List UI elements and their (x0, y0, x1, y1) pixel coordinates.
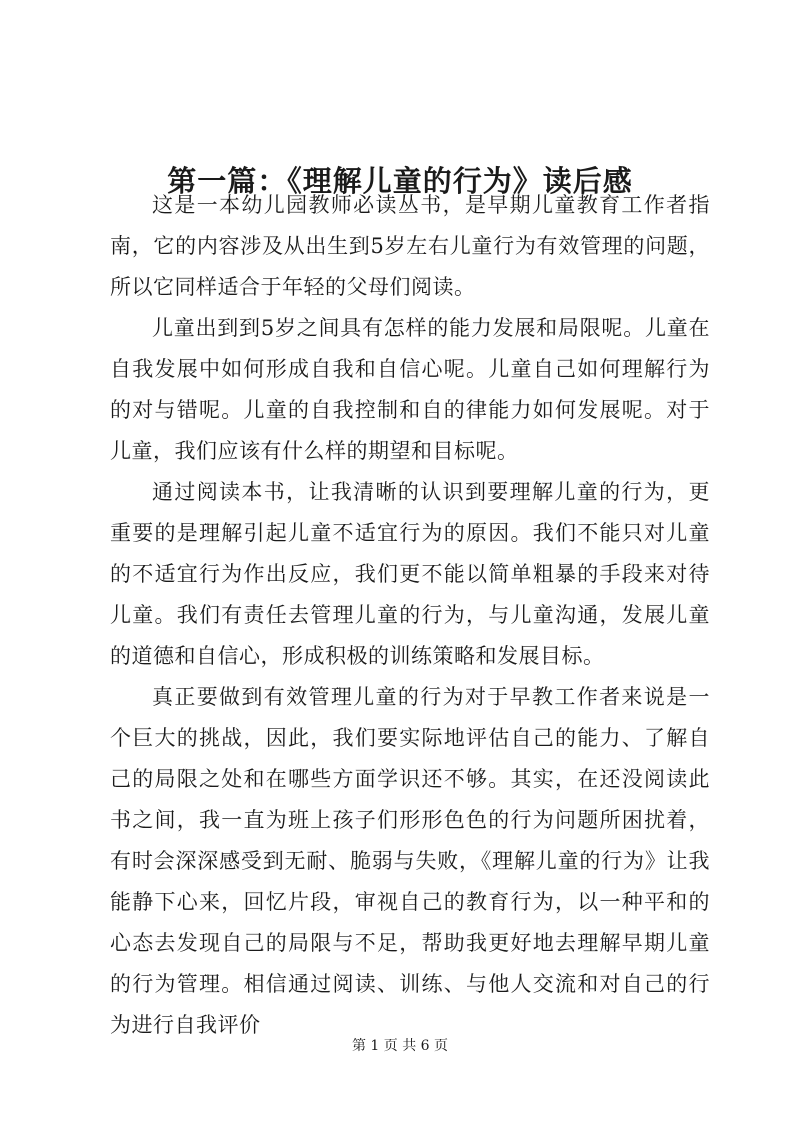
paragraph-3: 通过阅读本书，让我清晰的认识到要理解儿童的行为，更重要的是理解引起儿童不适宜行为的原因。我们不能只对儿童的不适宜行为作出反应，我们更不能以简单粗暴的手段来对待儿童。我们有责任去管理儿童的行为，与儿童沟通，发展儿童的道德和自信心，形成积极的训练策略和发展目标。 (110, 480, 710, 668)
paragraph-2: 儿童出到到5岁之间具有怎样的能力发展和局限呢。儿童在自我发展中如何形成自我和自信心呢。儿童自己如何理解行为的对与错呢。儿童的自我控制和自的律能力如何发展呢。对于儿童，我们应该有什么样的期望和目标呢。 (110, 316, 710, 463)
document-title: 第一篇：《理解儿童的行为》读后感 (167, 164, 633, 199)
paragraph-4: 真正要做到有效管理儿童的行为对于早教工作者来说是一个巨大的挑战，因此，我们要实际地评估自己的能力、了解自己的局限之处和在哪些方面学识还不够。其实，在还没阅读此书之间，我一直为班上孩子们形形色色的行为问题所困扰着，有时会深深感受到无耐、脆弱与失败，《理解儿童的行为》让我能静下心来，回忆片段，审视自己的教育行为，以一种平和的心态去发现自己的局限与不足，帮助我更好地去理解早期儿童的行为管理。相信通过阅读、训练、与他人交流和对自己的行为进行自我评价 (110, 685, 710, 1037)
page-footer: 第 1 页 共 6 页 (351, 1038, 449, 1054)
paragraph-1: 这是一本幼儿园教师必读丛书，是早期儿童教育工作者指南，它的内容涉及从出生到5岁左右儿童行为有效管理的问题，所以它同样适合于年轻的父母们阅读。 (110, 193, 710, 299)
document-body (110, 185, 710, 1046)
